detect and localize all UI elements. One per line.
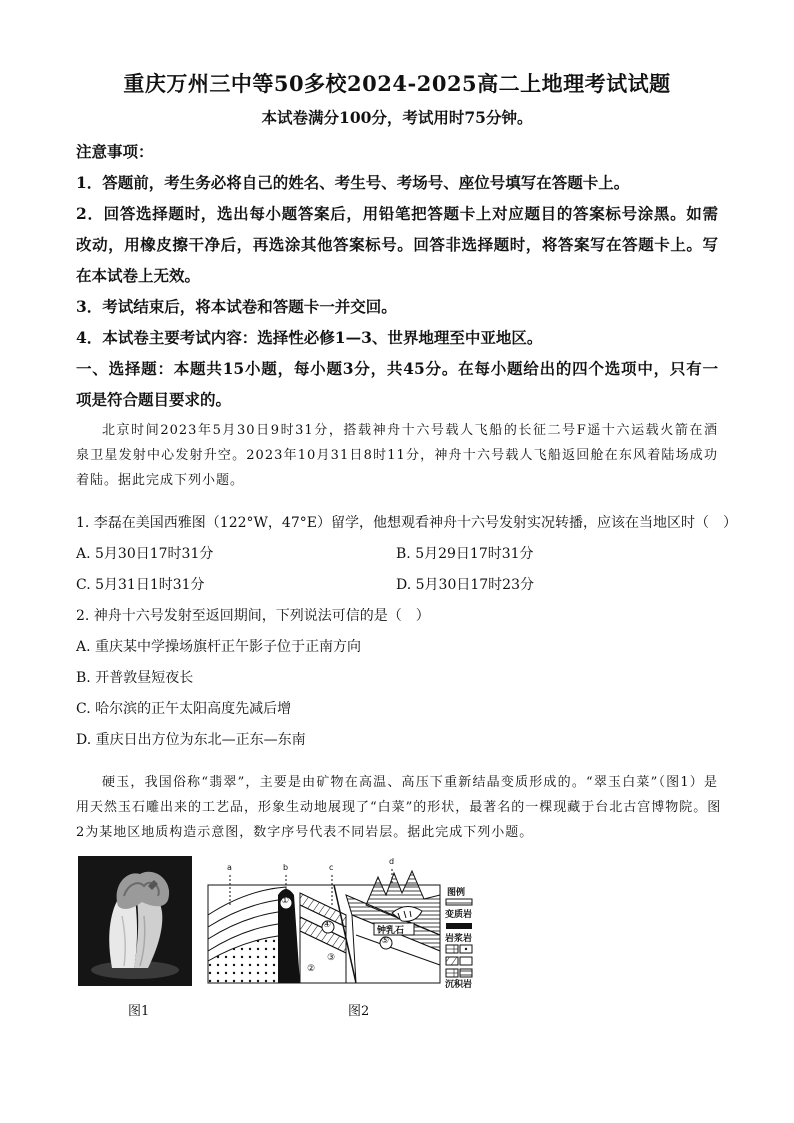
q2-option-c[interactable]: C. 哈尔滨的正午太阳高度先减后增 xyxy=(76,701,292,717)
fig2-legend-sedimentary: 沉积岩 xyxy=(445,980,473,990)
fig2-legend-metamorphic: 变质岩 xyxy=(445,910,473,920)
page-title: 重庆万州三中等50多校2024-2025高二上地理考试试题 xyxy=(123,71,671,96)
fig2-number-1: ① xyxy=(281,896,290,906)
notice-item-4: 4．本试卷主要考试内容：选择性必修1—3、世界地理至中亚地区。 xyxy=(76,328,543,347)
q2-option-a[interactable]: A. 重庆某中学操场旗杆正午影子位于正南方向 xyxy=(76,639,362,655)
jade-cabbage-image xyxy=(78,856,192,986)
figure-1-caption: 图1 xyxy=(128,1004,150,1019)
fig2-legend-title: 图例 xyxy=(447,888,466,898)
question-1 xyxy=(76,508,737,539)
passage-1-line-3: 着陆。据此完成下列小题。 xyxy=(76,473,245,488)
notice-item-2-cont: 改动，用橡皮擦干净后，再选涂其他答案标号。回答非选择题时，将答案写在答题卡上。写 xyxy=(76,235,718,254)
notice-item-1: 1．答题前，考生务必将自己的姓名、考生号、考场号、座位号填写在答题卡上。 xyxy=(76,173,630,192)
fig2-legend-igneous: 岩浆岩 xyxy=(445,934,473,944)
question-2 xyxy=(76,601,718,756)
fig2-label-c: c xyxy=(329,863,334,872)
figure-2-caption: 图2 xyxy=(348,1004,370,1019)
figure-1-photo xyxy=(78,856,192,986)
page-subtitle: 本试卷满分100分，考试用时75分钟。 xyxy=(261,108,533,127)
passage-1 xyxy=(76,418,718,493)
fig2-number-4: ④ xyxy=(323,920,332,930)
fig2-label-a: a xyxy=(227,863,232,872)
q1-option-c[interactable]: C. 5月31日1时31分 xyxy=(76,577,205,593)
notice-item-2: 2．回答选择题时，选出每小题答案后，用铅笔把答题卡上对应题目的答案标号涂黑。如需 xyxy=(76,204,718,223)
fig2-cave-label: 钟乳石 xyxy=(377,926,405,936)
passage-2 xyxy=(76,770,722,845)
fig2-number-5: ⑤ xyxy=(381,936,390,946)
fig2-number-3: ③ xyxy=(327,953,336,963)
passage-2-line-3: 2为某地区地质构造示意图，数字序号代表不同岩层。据此完成下列小题。 xyxy=(76,825,534,840)
section-heading xyxy=(76,353,718,415)
q1-option-b[interactable]: B. 5月29日17时31分 xyxy=(396,546,534,562)
notice-item-3: 3．考试结束后，将本试卷和答题卡一并交回。 xyxy=(76,297,397,316)
passage-1-line-2: 泉卫星发射中心发射升空。2023年10月31日8时11分，神舟十六号载人飞船返回舱在东风着陆场成功 xyxy=(76,448,718,463)
section-heading-line-2: 项是符合题目要求的。 xyxy=(76,390,232,409)
notice-block xyxy=(76,136,718,353)
section-heading-line-1: 一、选择题：本题共15小题，每小题3分，共45分。在每小题给出的四个选项中，只有一 xyxy=(76,359,718,378)
q2-option-b[interactable]: B. 开普敦昼短夜长 xyxy=(76,670,194,686)
question-2-stem: 2. 神舟十六号发射至返回期间，下列说法可信的是（ ） xyxy=(76,608,430,624)
question-1-stem: 1. 李磊在美国西雅图（122°W，47°E）留学，他想观看神舟十六号发射实况转播，应该在当地区时（ ） xyxy=(76,515,737,531)
passage-2-line-1: 硬玉，我国俗称“翡翠”，主要是由矿物在高温、高压下重新结晶变质形成的。“翠玉白菜”（图1）是 xyxy=(102,775,718,790)
question-1-options xyxy=(76,539,718,601)
fig2-label-b: b xyxy=(283,863,289,872)
passage-1-line-1: 北京时间2023年5月30日9时31分，搭载神舟十六号载人飞船的长征二号F遥十六运载火箭在酒 xyxy=(102,423,718,438)
geology-section-diagram xyxy=(206,865,474,985)
fig2-label-d: d xyxy=(389,857,395,866)
fig2-number-2: ② xyxy=(307,964,316,974)
notice-item-2-end: 在本试卷上无效。 xyxy=(76,266,201,285)
figure-2-diagram xyxy=(206,857,474,990)
passage-2-line-2: 用天然玉石雕出来的工艺品，形象生动地展现了“白菜”的形状，最著名的一棵现藏于台北古宫博物院。图 xyxy=(76,800,722,815)
notice-heading: 注意事项： xyxy=(76,142,154,161)
q1-option-a[interactable]: A. 5月30日17时31分 xyxy=(76,546,214,562)
q2-option-d[interactable]: D. 重庆日出方位为东北—正东—东南 xyxy=(76,732,306,748)
q1-option-d[interactable]: D. 5月30日17时23分 xyxy=(396,577,534,593)
